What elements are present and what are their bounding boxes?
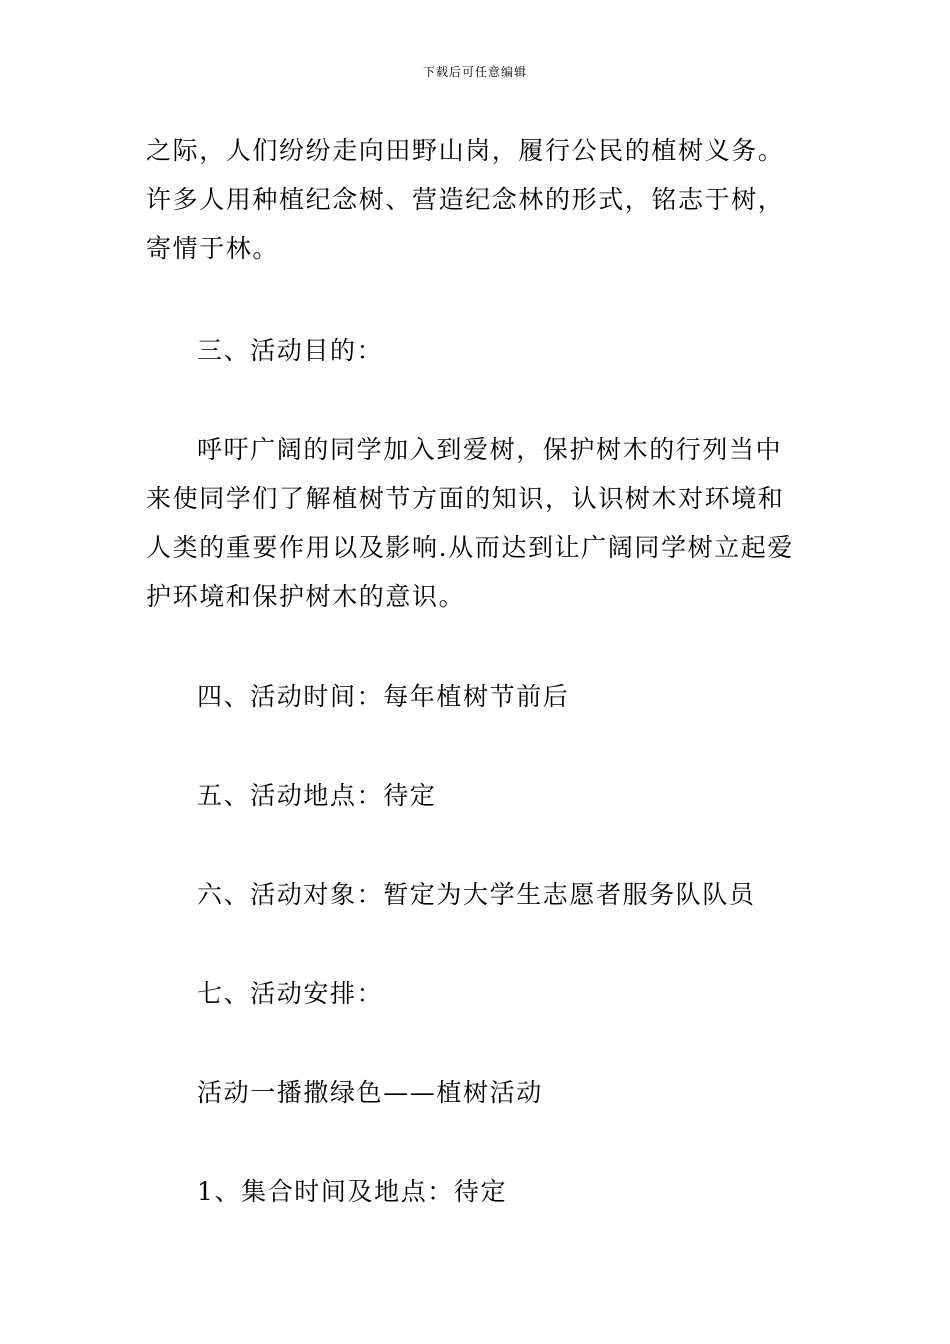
- heading-arrangement: 七、活动安排：: [197, 979, 384, 1008]
- heading-purpose: 三、活动目的：: [197, 336, 384, 365]
- item-one: 1、集合时间及地点：待定: [197, 1177, 508, 1206]
- heading-time: 四、活动时间：每年植树节前后: [197, 682, 570, 711]
- paragraph-purpose: 呼吁广阔的同学加入到爱树，保护树木的行列当中来使同学们了解植树节方面的知识，认识树木对环境和人类的重要作用以及影响.从而达到让广阔同学树立起爱护环境和保护树木的意识。: [146, 435, 794, 611]
- activity-one-title: 活动一播撒绿色——植树活动: [197, 1078, 543, 1107]
- paragraph-continuation: 之际，人们纷纷走向田野山岗，履行公民的植树义务。许多人用种植纪念树、营造纪念林的形式，铭志于树，寄情于林。: [146, 136, 785, 263]
- header-note: 下载后可任意编辑: [422, 65, 527, 79]
- heading-place: 五、活动地点：待定: [197, 781, 437, 810]
- heading-target: 六、活动对象：暂定为大学生志愿者服务队队员: [197, 880, 756, 909]
